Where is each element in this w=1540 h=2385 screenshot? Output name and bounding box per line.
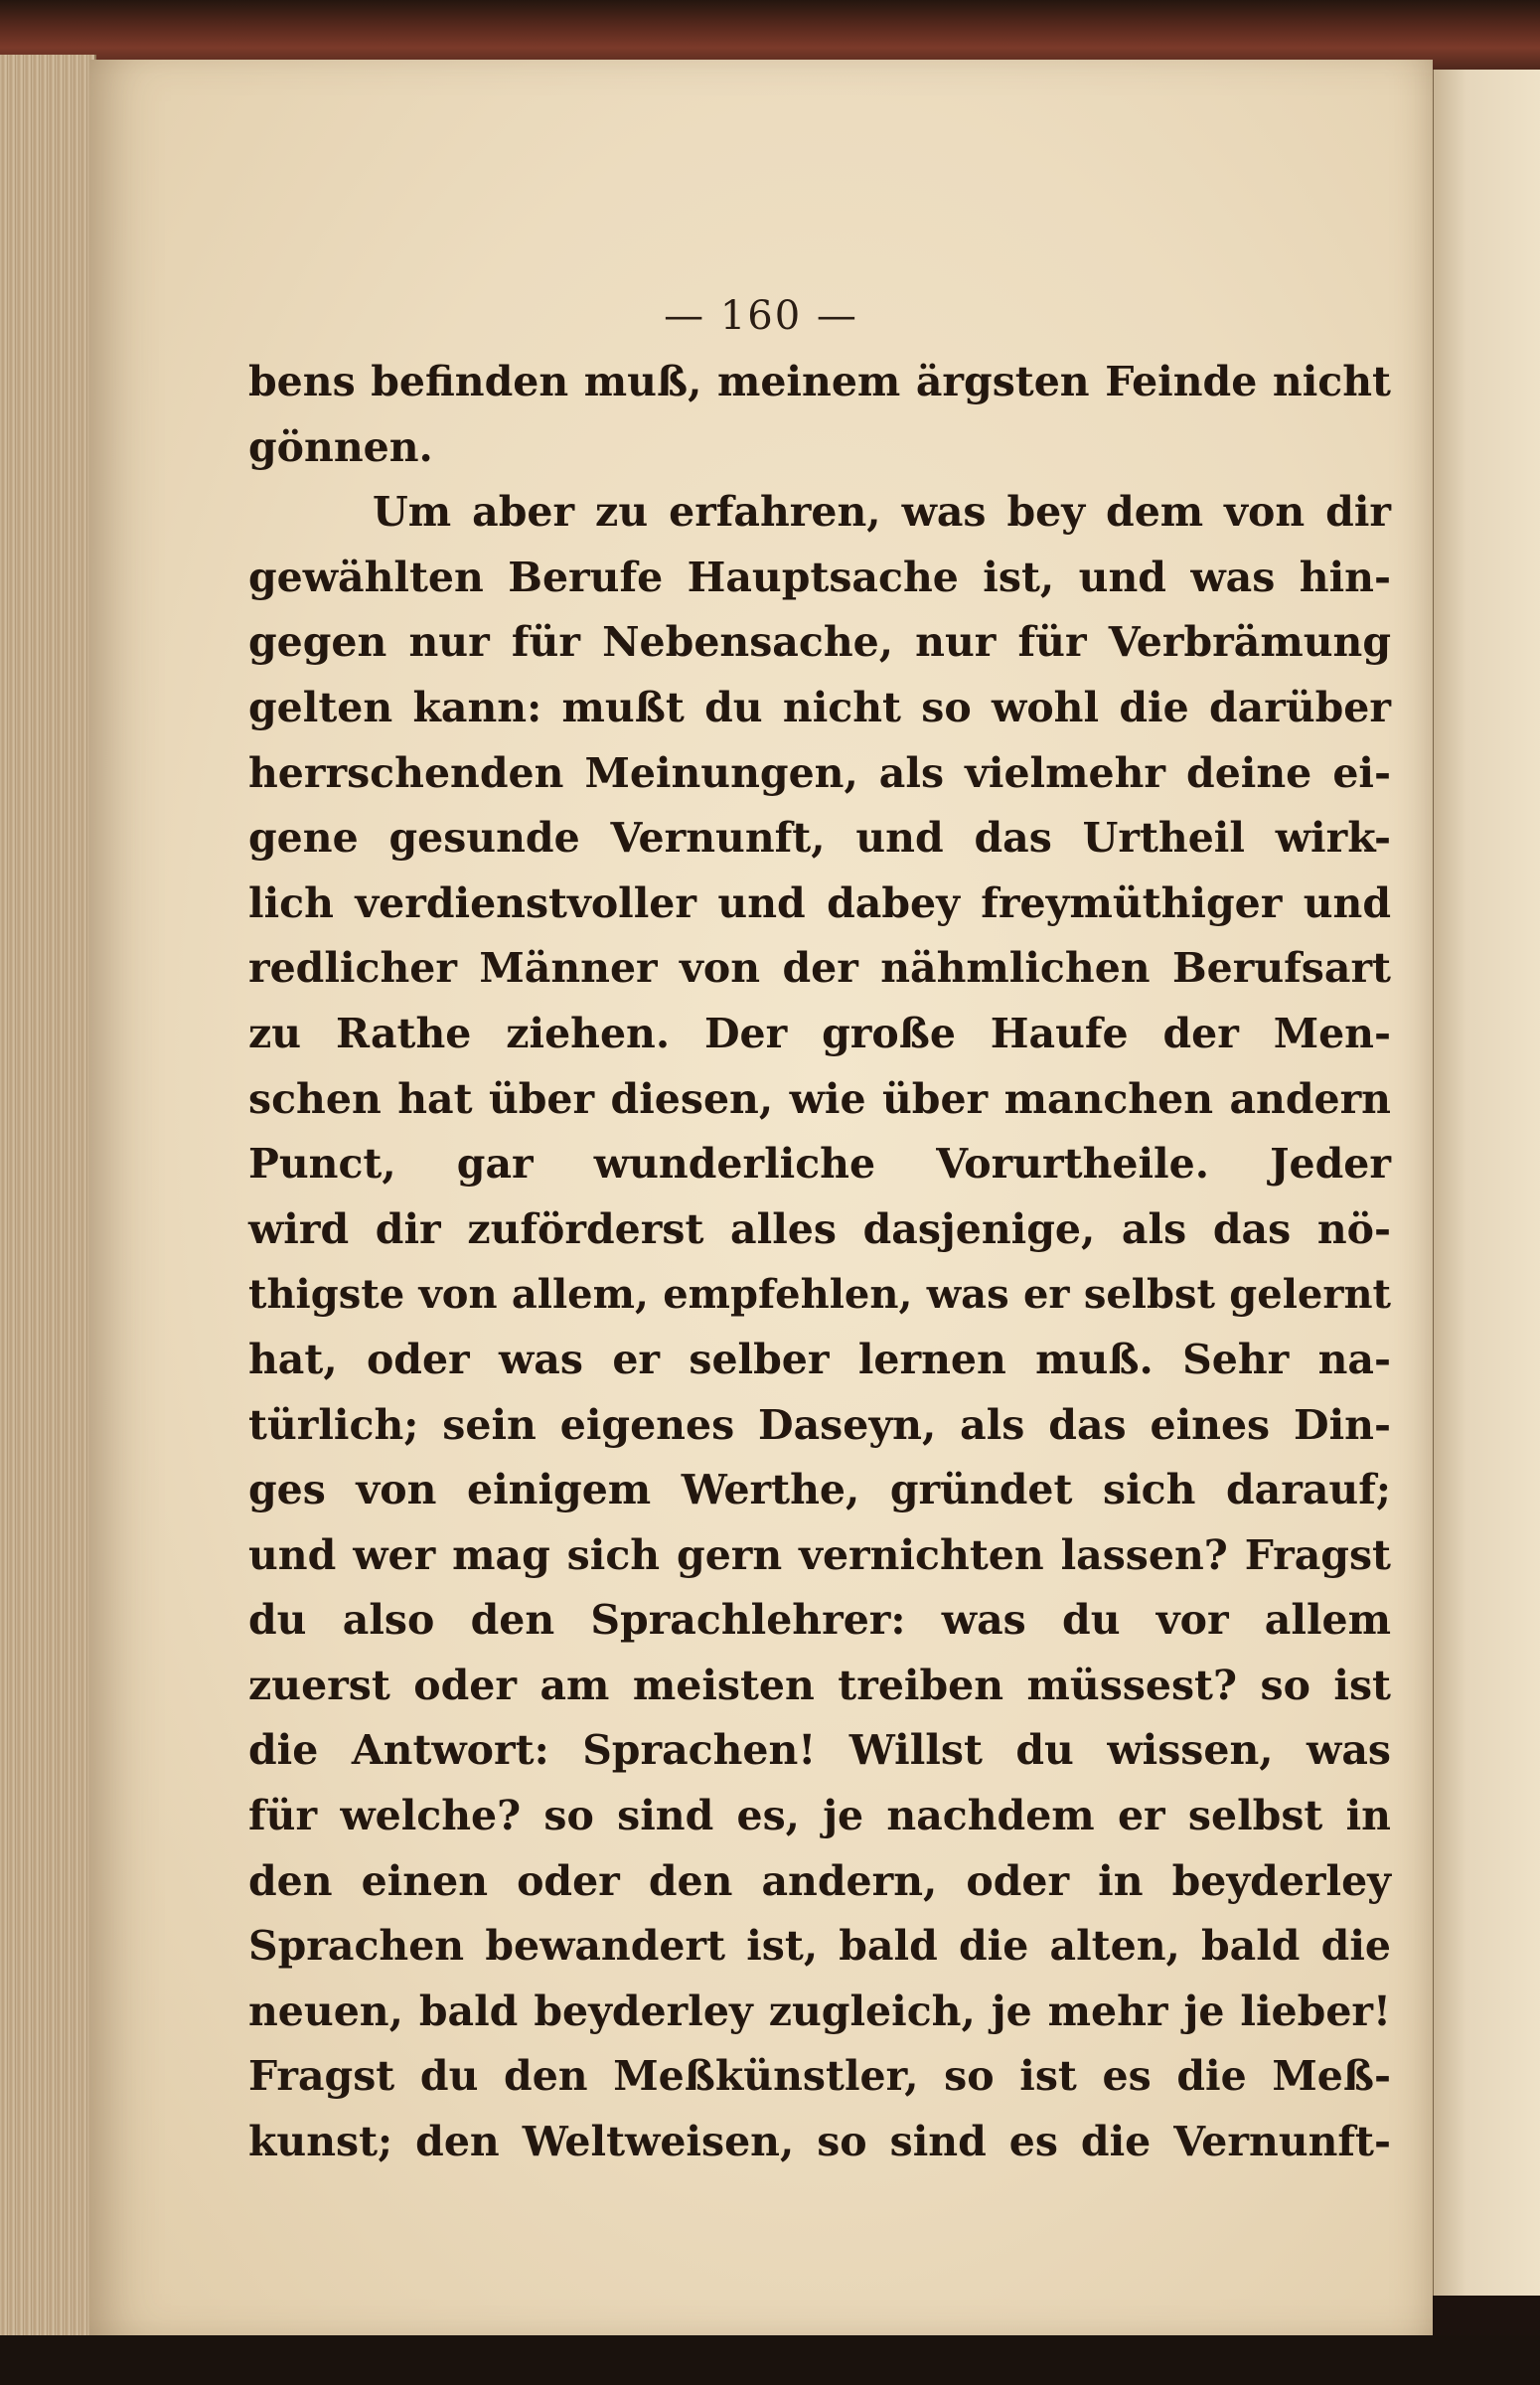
text-line: gewählten Berufe Hauptsache ist, und was hin-: [248, 553, 1391, 601]
text-line: du also den Sprachlehrer: was du vor allem: [248, 1596, 1391, 1645]
text-line: die Antwort: Sprachen! Willst du wissen, was: [248, 1726, 1391, 1775]
text-line: Fragst du den Meßkünstler, so ist es die Meß-: [248, 2052, 1391, 2101]
page-stack-edge: [0, 55, 96, 2360]
page-number: — 160 —: [664, 293, 858, 339]
text-line: bens befinden muß, meinem ärgsten Feinde nicht: [248, 358, 1391, 405]
facing-page-edge: [1431, 70, 1540, 2296]
text-line: redlicher Männer von der nähmlichen Berufsart: [248, 944, 1391, 993]
text-line: lich verdienstvoller und dabey freymüthiger und: [248, 878, 1391, 927]
text-line: hat, oder was er selber lernen muß. Sehr na-: [248, 1335, 1391, 1383]
text-line: den einen oder den andern, oder in beyderley: [248, 1856, 1391, 1905]
text-line: ges von einigem Werthe, gründet sich darauf;: [248, 1466, 1391, 1514]
book-page: [89, 60, 1433, 2335]
body-text: [248, 350, 1391, 2175]
text-line: und wer mag sich gern vernichten lassen? Fragst: [248, 1530, 1391, 1579]
text-line: thigste von allem, empfehlen, was er selbst gelernt: [248, 1271, 1391, 1319]
text-line: zuerst oder am meisten treiben müssest? so ist: [248, 1661, 1391, 1709]
text-line: neuen, bald beyderley zugleich, je mehr je lieber!: [248, 1987, 1391, 2035]
text-line: für welche? so sind es, je nachdem er selbst in: [248, 1792, 1391, 1840]
text-line: gegen nur für Nebensache, nur für Verbrämung: [248, 618, 1391, 667]
text-line: gelten kann: mußt du nicht so wohl die darüber: [248, 683, 1391, 731]
text-line: Um aber zu erfahren, was bey dem von dir: [373, 488, 1391, 537]
text-line: gene gesunde Vernunft, und das Urtheil wirk-: [248, 814, 1391, 863]
text-line: zu Rathe ziehen. Der große Haufe der Men-: [248, 1009, 1391, 1057]
text-line: herrschenden Meinungen, als vielmehr deine ei-: [248, 748, 1391, 797]
text-line: wird dir zuförderst alles dasjenige, als das nö-: [248, 1204, 1391, 1253]
text-line: schen hat über diesen, wie über manchen andern: [248, 1074, 1391, 1123]
text-line: türlich; sein eigenes Daseyn, als das eines Din-: [248, 1400, 1391, 1449]
text-line: kunst; den Weltweisen, so sind es die Vernunft-: [248, 2118, 1391, 2166]
text-line: gönnen.: [248, 422, 433, 471]
text-line: Sprachen bewandert ist, bald die alten, bald die: [248, 1922, 1391, 1971]
text-line: Punct, gar wunderliche Vorurtheile. Jeder: [248, 1140, 1391, 1189]
book-bottom-edge: [0, 2335, 1540, 2385]
